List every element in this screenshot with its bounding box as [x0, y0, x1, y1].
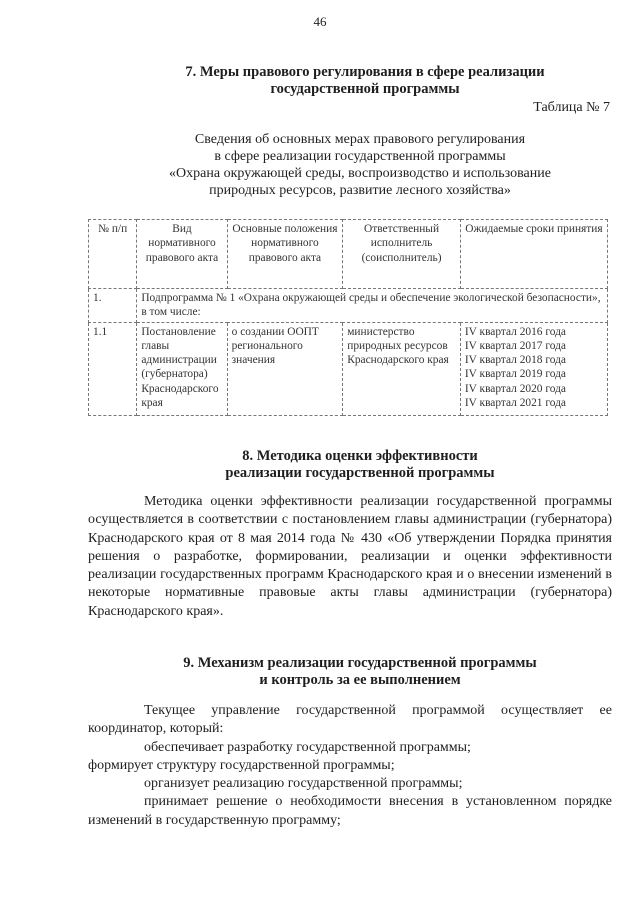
row-number: 1.1: [89, 322, 137, 415]
list-item: обеспечивает разработку государственной программы;: [144, 739, 471, 755]
row-deadlines: [460, 322, 607, 415]
row-provisions: о создании ООПТ регионального значения: [227, 322, 343, 415]
deadline-item: IV квартал 2020 года: [464, 382, 566, 395]
deadline-item: IV квартал 2018 года: [464, 354, 566, 367]
header-act-type: Вид нормативного правового акта: [137, 220, 227, 289]
row-act-type: Постановление главы администрации (губернатора) Краснодарского края: [137, 322, 227, 415]
table-caption: [140, 131, 580, 199]
section-9-heading: [150, 655, 570, 689]
caption-line4: природных ресурсов, развитие лесного хозяйства»: [209, 183, 511, 198]
section-9-heading-line2: и контроль за ее выполнением: [259, 672, 461, 688]
table-row-subprogram: [89, 289, 608, 323]
caption-line2: в сфере реализации государственной программы: [214, 149, 506, 164]
table-row: [89, 322, 608, 415]
section-8-heading: [190, 448, 530, 482]
section-7-heading-line2: государственной программы: [270, 81, 460, 97]
table-header-row: [89, 220, 608, 289]
caption-line3: «Охрана окружающей среды, воспроизводство и использование: [169, 166, 551, 181]
list-item: принимает решение о необходимости внесения в установленном порядке изменений в государственную программу;: [88, 794, 612, 828]
header-deadlines: Ожидаемые сроки принятия: [460, 220, 607, 289]
section-9-heading-line1: 9. Механизм реализации государственной программы: [183, 655, 537, 671]
row-executor: министерство природных ресурсов Краснодарского края: [343, 322, 461, 415]
deadline-item: IV квартал 2021 года: [464, 397, 566, 410]
table-number: Таблица № 7: [533, 100, 610, 115]
section-9-intro: Текущее управление государственной программой осуществляет ее координатор, который:: [88, 703, 612, 737]
subprogram-number: 1.: [89, 289, 137, 323]
section-9-body: [88, 702, 612, 830]
section-7-heading: [140, 64, 590, 98]
section-8-heading-line1: 8. Методика оценки эффективности: [242, 448, 478, 464]
header-number: № п/п: [89, 220, 137, 289]
deadline-item: IV квартал 2017 года: [464, 339, 566, 352]
section-8-paragraph: Методика оценки эффективности реализации государственной программы осуществляется в соответствии с постановлением главы администрации (губернатора) Краснодарского края от 8 мая 2014 года № 430 «Об утверждении Порядка принятия решения о разработке, формировании, реализации и оценки эффективности реализации государственных программ Краснодарского края и о внесении изменений в некоторые нормативные правовые акты главы администрации (губернатора) Краснодарского края».: [88, 494, 612, 619]
section-7-heading-line1: 7. Меры правового регулирования в сфере реализации: [185, 64, 545, 80]
caption-line1: Сведения об основных мерах правового регулирования: [194, 132, 526, 147]
page-number: 46: [313, 14, 327, 29]
header-executor: Ответственный исполнитель (соисполнитель): [343, 220, 461, 289]
list-item: формирует структуру государственной программы;: [88, 757, 395, 773]
list-item: организует реализацию государственной программы;: [144, 776, 463, 792]
section-8-heading-line2: реализации государственной программы: [225, 465, 495, 481]
deadline-item: IV квартал 2016 года: [464, 325, 566, 338]
subprogram-text: Подпрограмма № 1 «Охрана окружающей среды и обеспечение экологической безопасности», в том числе:: [137, 289, 608, 323]
header-provisions: Основные положения нормативного правового акта: [227, 220, 343, 289]
deadline-item: IV квартал 2019 года: [464, 368, 566, 381]
legal-measures-table: [88, 219, 608, 416]
